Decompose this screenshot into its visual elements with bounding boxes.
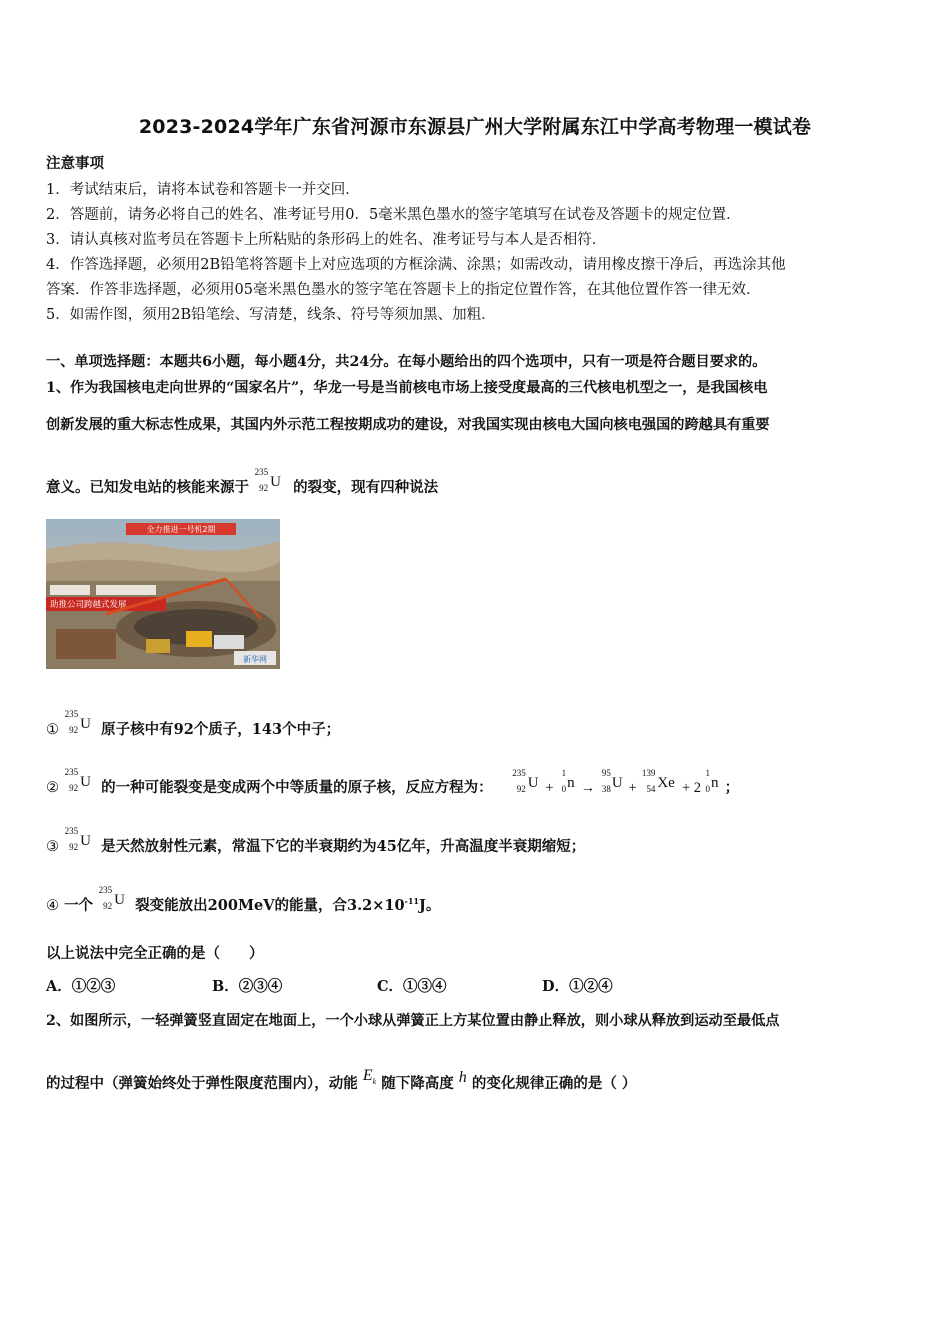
statement-2-text: 的一种可能裂变是变成两个中等质量的原子核，反应方程为： (101, 779, 493, 796)
nuclide-symbol: U (270, 474, 281, 490)
notice-item-4-cont: 答案．作答非选择题，必须用05毫米黑色墨水的签字笔在答题卡上的指定位置作答，在其他位置作答一律无效． (46, 282, 761, 298)
eq-plus: + (545, 780, 554, 796)
statement-1 (46, 709, 341, 740)
statement-4 (46, 885, 441, 916)
nuclide-mass: 235 (64, 709, 79, 719)
statement-4-unit: J。 (419, 897, 441, 914)
statement-1-mark: ① (46, 722, 59, 738)
q2-line-2-text-c: 的变化规律正确的是（ ） (471, 1075, 637, 1092)
eq-neutron-2 (701, 767, 721, 799)
construction-photo (46, 519, 280, 669)
q1-prompt: 以上说法中完全正确的是（ ） (46, 945, 264, 962)
photo-logo-text: 新华网 (243, 655, 267, 664)
q1-line-3-text-a: 意义。已知发电站的核能来源于 (46, 479, 249, 496)
statement-4-exponent: -11 (404, 896, 419, 907)
eq-u95-symbol: U (611, 774, 623, 791)
eq-coefficient: 2 (693, 780, 701, 796)
nuclide-atomic: 92 (259, 483, 269, 493)
option-a[interactable]: A．①②③ (46, 978, 116, 995)
notice-item-5: 5．如需作图，须用2B铅笔绘、写清楚，线条、符号等须加黑、加粗． (46, 307, 496, 323)
construction-photo-image (46, 519, 280, 669)
q1-line-1: 1、作为我国核电走向世界的“国家名片”，华龙一号是当前核电市场上接受度最高的三代核电机型之一，是我国核电 (46, 380, 768, 396)
eq-neutron-atomic: 0 (561, 783, 567, 794)
statement-2-end: ； (724, 779, 740, 796)
nuclide-mass: 235 (254, 467, 269, 477)
q1-line-2: 创新发展的重大标志性成果，其国内外示范工程按期成功的建设，对我国实现由核电大国向核电强国的跨越具有重要 (46, 417, 770, 433)
q1-line-3 (46, 467, 439, 498)
nuclide-u235 (254, 467, 288, 498)
statement-4-pre: 一个 (64, 897, 94, 914)
eq-neutron-atomic: 0 (705, 783, 710, 794)
kinetic-energy-symbol (362, 1067, 377, 1087)
q2-line-2-text-a: 的过程中（弹簧始终处于弹性限度范围内），动能 (46, 1075, 358, 1092)
eq-neutron-symbol: n (567, 774, 575, 791)
eq-u235-symbol: U (527, 774, 539, 791)
nuclide-u235 (64, 709, 96, 740)
eq-u235-atomic: 92 (516, 783, 526, 794)
nuclide-u235 (98, 885, 130, 916)
nuclide-u235 (64, 767, 96, 798)
nuclide-u235 (64, 826, 96, 857)
eq-xe139-atomic: 54 (646, 783, 656, 794)
option-d[interactable]: D．①②④ (542, 978, 613, 995)
fission-equation (512, 767, 725, 796)
eq-u95-mass: 95 (601, 767, 611, 778)
q1-line-3-text-b: 的裂变，现有四种说法 (293, 479, 439, 496)
eq-xe139 (640, 767, 678, 799)
eq-neutron-mass: 1 (561, 767, 567, 778)
eq-u95-atomic: 38 (601, 783, 611, 794)
option-c[interactable]: C．①③④ (377, 978, 447, 995)
option-b[interactable]: B．②③④ (212, 978, 283, 995)
eq-plus: + (628, 780, 637, 796)
statement-4-text: 裂变能放出200MeV的能量，合3.2×10 (135, 897, 405, 914)
nuclide-atomic: 92 (69, 725, 79, 735)
statement-3-mark: ③ (46, 839, 59, 855)
statement-2-mark: ② (46, 780, 59, 796)
nuclide-symbol: U (80, 716, 91, 732)
photo-sign-text: 助推公司跨越式发展 (50, 600, 127, 610)
ek-subscript: k (372, 1077, 377, 1087)
eq-u235-mass: 235 (512, 767, 526, 778)
eq-plus: + (681, 780, 691, 796)
height-symbol: h (458, 1069, 467, 1086)
nuclide-symbol: U (114, 892, 125, 908)
nuclide-atomic: 92 (103, 901, 113, 911)
notice-item-1: 1．考试结束后，请将本试卷和答题卡一并交回． (46, 182, 360, 198)
notice-item-4: 4．作答选择题，必须用2B铅笔将答题卡上对应选项的方框涂满、涂黑；如需改动，请用橡皮擦干净后，再选涂其他 (46, 257, 786, 273)
section-heading: 一、单项选择题：本题共6小题，每小题4分，共24分。在每小题给出的四个选项中，只有一项是符合题目要求的。 (46, 354, 767, 370)
statement-2 (46, 767, 740, 799)
nuclide-atomic: 92 (69, 783, 79, 793)
nuclide-mass: 235 (98, 885, 113, 895)
statement-3 (46, 826, 586, 857)
eq-neutron-symbol: n (711, 774, 719, 791)
nuclide-symbol: U (80, 774, 91, 790)
nuclide-atomic: 92 (69, 842, 79, 852)
statement-1-text: 原子核中有92个质子，143个中子； (101, 721, 341, 738)
eq-neutron (557, 767, 577, 799)
q2-line-2 (46, 1067, 637, 1094)
eq-u235 (512, 767, 542, 799)
nuclide-mass: 235 (64, 826, 79, 836)
eq-xe139-symbol: Xe (657, 774, 675, 791)
q2-line-1: 2、如图所示，一轻弹簧竖直固定在地面上，一个小球从弹簧正上方某位置由静止释放，则小球从释放到运动至最低点 (46, 1013, 780, 1029)
notice-heading: 注意事项 (46, 155, 104, 172)
ek-symbol: E (362, 1067, 373, 1084)
eq-xe139-mass: 139 (641, 767, 656, 778)
eq-neutron-mass: 1 (705, 767, 710, 778)
q2-line-2-text-b: 随下降高度 (381, 1075, 454, 1092)
notice-item-3: 3．请认真核对监考员在答题卡上所粘贴的条形码上的姓名、准考证号与本人是否相符． (46, 232, 607, 248)
nuclide-symbol: U (80, 833, 91, 849)
statement-3-text: 是天然放射性元素，常温下它的半衰期约为45亿年，升高温度半衰期缩短； (101, 838, 586, 855)
page-title: 2023-2024学年广东省河源市东源县广州大学附属东江中学高考物理一模试卷 (138, 116, 812, 138)
eq-arrow: → (580, 780, 596, 796)
notice-item-2: 2．答题前，请务必将自己的姓名、准考证号用0．5毫米黑色墨水的签字笔填写在试卷及答题卡的规定位置． (46, 207, 741, 223)
eq-u95 (599, 767, 625, 799)
nuclide-mass: 235 (64, 767, 79, 777)
photo-banner-text: 全力推进一号机2期 (146, 525, 216, 534)
statement-4-mark: ④ (46, 898, 59, 914)
